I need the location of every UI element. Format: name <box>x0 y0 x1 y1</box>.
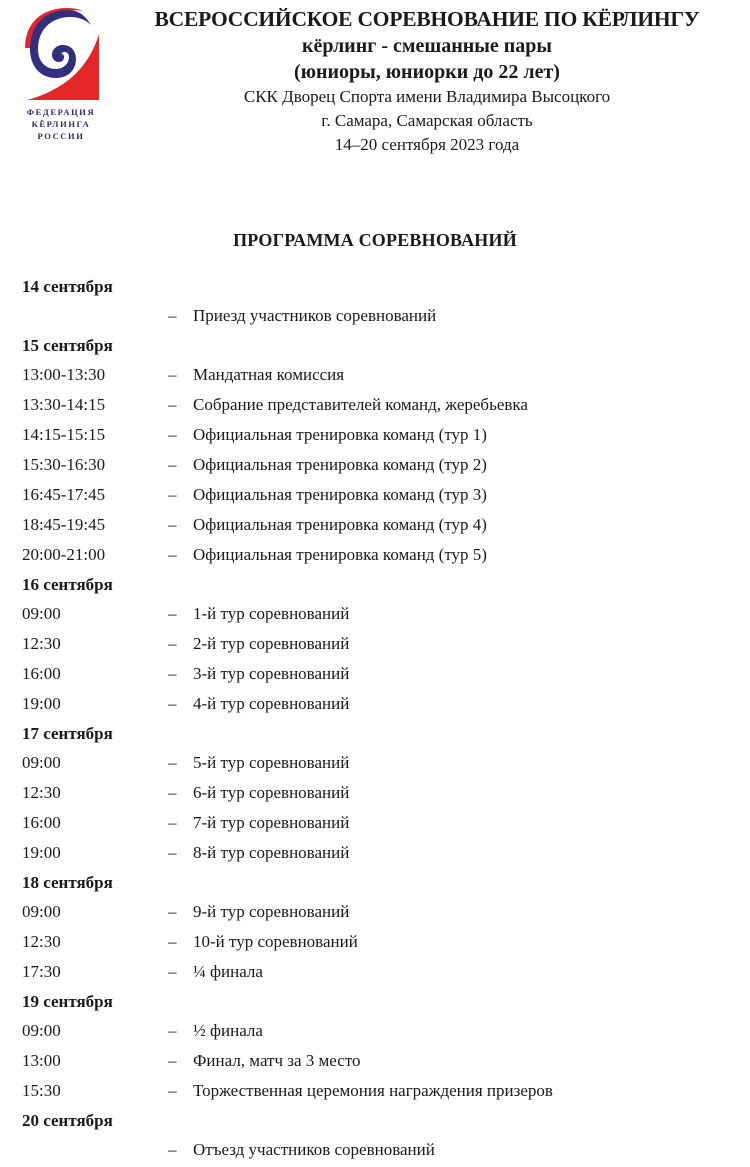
schedule-row-time: 12:30 <box>22 932 61 951</box>
schedule-row <box>0 748 750 778</box>
schedule-row-description: Официальная тренировка команд (тур 2) <box>193 455 487 474</box>
schedule-row-dash: – <box>168 783 177 802</box>
schedule-row-dash: – <box>168 604 177 623</box>
logo-caption-line-1: ФЕДЕРАЦИЯ <box>26 107 96 117</box>
schedule-row <box>0 599 750 629</box>
schedule-row-description: 4-й тур соревнований <box>193 694 350 713</box>
schedule-row-description: 8-й тур соревнований <box>193 843 350 862</box>
schedule-row <box>0 1076 750 1106</box>
schedule-day-heading: 18 сентября <box>22 873 113 892</box>
schedule-row-time: 20:00-21:00 <box>22 545 106 564</box>
schedule-row <box>0 1046 750 1076</box>
discipline-title: кёрлинг - смешанные пары <box>301 35 553 57</box>
schedule-row <box>0 301 750 331</box>
schedule-row-dash: – <box>168 932 177 951</box>
schedule-row-description: 10-й тур соревнований <box>193 932 358 951</box>
document-header <box>118 6 736 157</box>
schedule-row-time: 18:45-19:45 <box>22 515 106 534</box>
page-title: ВСЕРОССИЙСКОЕ СОРЕВНОВАНИЕ ПО КЁРЛИНГУ <box>154 7 700 31</box>
curling-federation-emblem-icon <box>11 4 111 104</box>
age-category-title: (юниоры, юниорки до 22 лет) <box>294 61 560 83</box>
schedule-row-time: 09:00 <box>22 902 61 921</box>
schedule-row-dash: – <box>168 634 177 653</box>
schedule-row-description: Финал, матч за 3 место <box>193 1051 361 1070</box>
schedule-row-dash: – <box>168 306 177 325</box>
schedule-row-dash: – <box>168 455 177 474</box>
schedule-row <box>0 897 750 927</box>
schedule-row-description: Мандатная комиссия <box>193 365 345 384</box>
schedule-row-description: Приезд участников соревнований <box>193 306 437 325</box>
schedule-row-dash: – <box>168 515 177 534</box>
schedule-row-time: 13:30-14:15 <box>22 395 106 414</box>
event-dates: 14–20 сентября 2023 года <box>334 135 520 154</box>
schedule-row-dash: – <box>168 813 177 832</box>
schedule-row <box>0 360 750 390</box>
schedule-row-description: Торжественная церемония награждения призеров <box>193 1081 553 1100</box>
schedule-row-description: 1-й тур соревнований <box>193 604 350 623</box>
schedule-row <box>0 1135 750 1165</box>
schedule-row-dash: – <box>168 365 177 384</box>
schedule-row-description: 9-й тур соревнований <box>193 902 350 921</box>
schedule-row-description: Официальная тренировка команд (тур 3) <box>193 485 487 504</box>
schedule-row <box>0 450 750 480</box>
schedule-row <box>0 957 750 987</box>
schedule-row-dash: – <box>168 1051 177 1070</box>
schedule-row-time: 19:00 <box>22 694 61 713</box>
schedule-row-time: 17:30 <box>22 962 61 981</box>
schedule-row <box>0 808 750 838</box>
schedule-row <box>0 927 750 957</box>
schedule-row-time: 16:45-17:45 <box>22 485 106 504</box>
schedule-day-heading: 17 сентября <box>22 724 113 743</box>
program-heading: ПРОГРАММА СОРЕВНОВАНИЙ <box>233 230 517 250</box>
schedule-row-time: 14:15-15:15 <box>22 425 106 444</box>
schedule-row-time: 13:00-13:30 <box>22 365 106 384</box>
schedule-row-time: 09:00 <box>22 1021 61 1040</box>
schedule-row <box>0 540 750 570</box>
schedule-row <box>0 689 750 719</box>
schedule-row-dash: – <box>168 1081 177 1100</box>
schedule-row-dash: – <box>168 962 177 981</box>
federation-logo-block <box>6 4 116 159</box>
schedule-row-dash: – <box>168 1140 177 1159</box>
schedule-row-description: ¼ финала <box>193 962 263 981</box>
schedule-row-time: 09:00 <box>22 604 61 623</box>
schedule-row-dash: – <box>168 902 177 921</box>
schedule-row-description: ½ финала <box>193 1021 263 1040</box>
schedule-day-heading: 19 сентября <box>22 992 113 1011</box>
schedule-row-dash: – <box>168 545 177 564</box>
schedule-row <box>0 510 750 540</box>
schedule-row-dash: – <box>168 485 177 504</box>
schedule-row-description: Официальная тренировка команд (тур 5) <box>193 545 487 564</box>
schedule-row <box>0 390 750 420</box>
venue-name: СКК Дворец Спорта имени Владимира Высоцкого <box>243 87 611 106</box>
schedule-row-description: 6-й тур соревнований <box>193 783 350 802</box>
schedule-row-dash: – <box>168 753 177 772</box>
schedule-day-heading: 14 сентября <box>22 277 113 296</box>
schedule-row-description: Отъезд участников соревнований <box>193 1140 435 1159</box>
schedule-row-description: Официальная тренировка команд (тур 1) <box>193 425 487 444</box>
schedule-row-time: 16:00 <box>22 664 61 683</box>
schedule-row-time: 13:00 <box>22 1051 61 1070</box>
schedule-row-time: 12:30 <box>22 783 61 802</box>
schedule-day-heading: 16 сентября <box>22 575 113 594</box>
schedule-row-time: 15:30 <box>22 1081 61 1100</box>
schedule-row-time: 09:00 <box>22 753 61 772</box>
schedule-row <box>0 629 750 659</box>
schedule-row-dash: – <box>168 395 177 414</box>
schedule-row-time: 15:30-16:30 <box>22 455 106 474</box>
schedule-row <box>0 420 750 450</box>
schedule-day-heading: 15 сентября <box>22 336 113 355</box>
schedule-row-dash: – <box>168 664 177 683</box>
schedule-row-time: 16:00 <box>22 813 61 832</box>
schedule-row <box>0 1016 750 1046</box>
logo-caption <box>6 106 116 142</box>
schedule-row-time: 19:00 <box>22 843 61 862</box>
competition-schedule <box>0 272 750 1165</box>
schedule-row-dash: – <box>168 1021 177 1040</box>
schedule-row <box>0 778 750 808</box>
schedule-row-description: 7-й тур соревнований <box>193 813 350 832</box>
schedule-row <box>0 480 750 510</box>
logo-caption-line-2: КЁРЛИНГА <box>31 119 91 129</box>
schedule-row-dash: – <box>168 843 177 862</box>
schedule-row <box>0 838 750 868</box>
logo-caption-line-3: РОССИИ <box>37 131 85 141</box>
schedule-row-dash: – <box>168 425 177 444</box>
schedule-row-time: 12:30 <box>22 634 61 653</box>
schedule-row-description: Собрание представителей команд, жеребьевка <box>193 395 528 414</box>
schedule-row-description: 2-й тур соревнований <box>193 634 350 653</box>
schedule-row <box>0 659 750 689</box>
venue-city: г. Самара, Самарская область <box>321 111 533 130</box>
schedule-day-heading: 20 сентября <box>22 1111 113 1130</box>
schedule-row-dash: – <box>168 694 177 713</box>
schedule-row-description: Официальная тренировка команд (тур 4) <box>193 515 487 534</box>
schedule-row-description: 5-й тур соревнований <box>193 753 350 772</box>
schedule-row-description: 3-й тур соревнований <box>193 664 350 683</box>
